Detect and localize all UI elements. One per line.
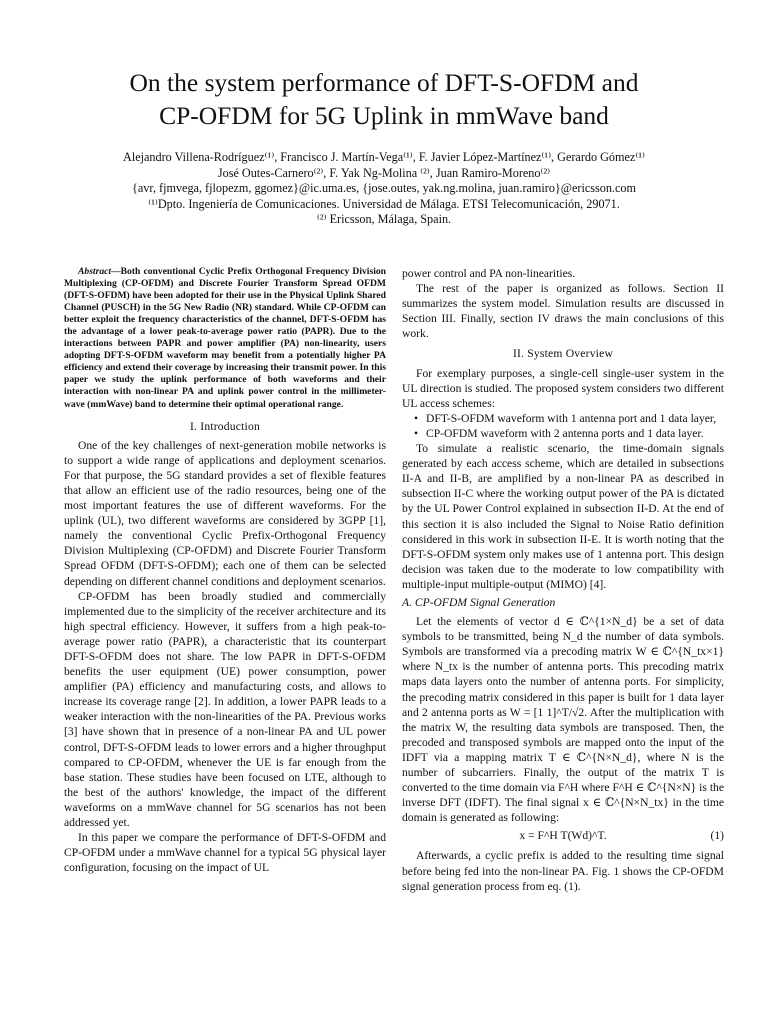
cp-ofdm-paragraph-1: Let the elements of vector d ∈ ℂ^{1×N_d} be a set of data symbols to be transmitted, being N_d the number of data symbols. Symbols are transformed via a precoding matrix W ∈ ℂ^{N_tx×1} where N_tx is the number of antenna ports. This precoding matrix maps data layers onto the number of antenna ports. For simplicity, the precoding matrix considered in this paper is built for 1 data layer and 2 antenna ports as W = [1 1]^T/√2. After the multiplication with the matrix W, the resulting data symbols are transposed. Then, the precoded and transposed symbols are mapped onto the input of the IDFT via a mapping matrix T ∈ ℂ^{N×N_d}, where N is the number of subcarriers. Finally, the output of the matrix T is converted to the time domain via F^H where F^H ∈ ℂ^{N×N} is the inverse DFT (IDFT). The final signal x ∈ ℂ^{N×N_tx} in the time domain is generated as following:	[402, 615, 724, 825]
intro-paragraph-4: The rest of the paper is organized as follows. Section II summarizes the system model. Simulation results are discussed in Section III. Finally, section IV draws the main conclusions of this work.	[402, 282, 724, 341]
intro-paragraph-1: One of the key challenges of next-generation mobile networks is to support a wide range of applications and deployment scenarios. For that purpose, the 5G standard provides a set of flexible features that allow an efficient use of the radio resources, being one of the most important features the use of different waveforms. For the uplink (UL), two different waveforms are considered by 3GPP [1], namely the conventional Cyclic Prefix-Orthogonal Frequency Division Multiplexing (CP-OFDM) and Discrete Fourier Transform Spread OFDM (DFT-S-OFDM); each one of them can be selected depending on different channel conditions and deployment scenarios.	[64, 438, 386, 588]
right-column	[402, 266, 724, 894]
overview-paragraph-1: For exemplary purposes, a single-cell single-user system in the UL direction is studied. The proposed system considers two different UL access schemes:	[402, 366, 724, 410]
section-2-heading: II. System Overview	[512, 347, 614, 361]
abstract-label: Abstract	[78, 266, 112, 277]
access-scheme-list	[402, 411, 724, 441]
equation-body: x = F^H T(Wd)^T.	[519, 829, 607, 843]
affiliation-2: ⁽²⁾ Ericsson, Málaga, Spain.	[316, 212, 452, 226]
paper-title	[40, 66, 728, 132]
title-line-1: On the system performance of DFT-S-OFDM and	[129, 68, 639, 97]
list-item: • DFT-S-OFDM waveform with 1 antenna port and 1 data layer,	[426, 411, 724, 426]
overview-paragraph-2: To simulate a realistic scenario, the time-domain signals generated by each access scheme, which are detailed in subsections II-A and II-B, are amplified by a non-linear PA as described in subsection II-C where the working output power of the PA is dictated by the UL Power Control explained in subsection II-D. At the end of this section it is also included the Signal to Noise Ratio definition considered in this work in subsection II-E. It is worth noting that the DFT-S-OFDM system only makes use of 1 antenna port. This design decision was taken due to the moderate to low compatibility with multiple-input multiple-output (MIMO) [4].	[402, 442, 724, 591]
left-column	[64, 266, 386, 875]
author-emails: {avr, fjmvega, fjlopezm, ggomez}@ic.uma.es, {jose.outes, yak.ng.molina, juan.ramiro}@ericsson.com	[132, 181, 636, 195]
section-1-heading: I. Introduction	[190, 419, 260, 433]
author-block	[30, 150, 738, 228]
abstract-text: —Both conventional Cyclic Prefix Orthogonal Frequency Division Multiplexing (CP-OFDM) and Discrete Fourier Transform Spread OFDM (DFT-S-OFDM) have been adopted for their use in the Physical Uplink Shared Channel (PUSCH) in the 5G New Radio (NR) standard. While CP-OFDM can better exploit the frequency characteristics of the channel, DFT-S-OFDM has the advantage of a lower peak-to-average power ratio (PAPR). Due to the interactions between PAPR and power amplifier (PA) non-linearity, users adopting DFT-S-OFDM waveform may benefit from a potentially higher PA efficiency and extend their coverage by increasing their transmit power. In this paper we study the uplink performance of both waveforms and their interaction with non-linear PA and uplink power control in the millimeter-wave (mmWave) band to determine their optimal operational range.	[64, 266, 386, 410]
abstract	[64, 266, 386, 411]
cp-ofdm-paragraph-2: Afterwards, a cyclic prefix is added to the resulting time signal before being fed into the non-linear PA. Fig. 1 shows the CP-OFDM signal generation process from eq. (1).	[402, 849, 724, 893]
intro-paragraph-3: In this paper we compare the performance of DFT-S-OFDM and CP-OFDM under a mmWave channel for a typical 5G physical layer configuration, focusing on the impact of UL	[64, 831, 386, 875]
authors-line-2: José Outes-Carnero⁽²⁾, F. Yak Ng-Molina ⁽²⁾, Juan Ramiro-Moreno⁽²⁾	[217, 165, 551, 180]
equation-number: (1)	[710, 829, 724, 843]
subsection-a-heading: A. CP-OFDM Signal Generation	[402, 595, 556, 609]
intro-paragraph-2: CP-OFDM has been broadly studied and commercially implemented due to the simplicity of the receiver architecture and its high spectral efficiency. However, it suffers from a high peak-to-average power ratio (PAPR), a characteristic that its counterpart DFT-S-OFDM does not share. The low PAPR in DFT-S-OFDM benefits the user equipment (UE) power consumption, power amplifier (PA) efficiency and manufacturing costs, and allows to increase its coverage range [2]. In addition, a lower PAPR leads to a weaker interaction with the non-linearities of the PA. Previous works [3] have shown that in presence of a non-linear PA and UL power control, DFT-S-OFDM leads to lower errors and a higher throughput compared to CP-OFDM, whenever the UE is far enough from the base station. These studies have been focused on LTE, although to the best of the authors' knowledge, the impact of the different waveforms on a mmWave channel for 5G scenarios has not been addressed yet.	[64, 589, 386, 829]
authors-line-1: Alejandro Villena-Rodríguez⁽¹⁾, Francisco J. Martín-Vega⁽¹⁾, F. Javier López-Martínez⁽¹⁾, Gerardo Gómez⁽¹⁾	[123, 150, 645, 164]
equation-1	[402, 828, 724, 843]
affiliation-1: ⁽¹⁾Dpto. Ingeniería de Comunicaciones. Universidad de Málaga. ETSI Telecomunicación, 29071.	[148, 196, 620, 211]
intro-paragraph-3-continued: power control and PA non-linearities.	[402, 267, 576, 280]
list-item: • CP-OFDM waveform with 2 antenna ports and 1 data layer.	[426, 426, 724, 441]
title-line-2: CP-OFDM for 5G Uplink in mmWave band	[159, 101, 609, 130]
